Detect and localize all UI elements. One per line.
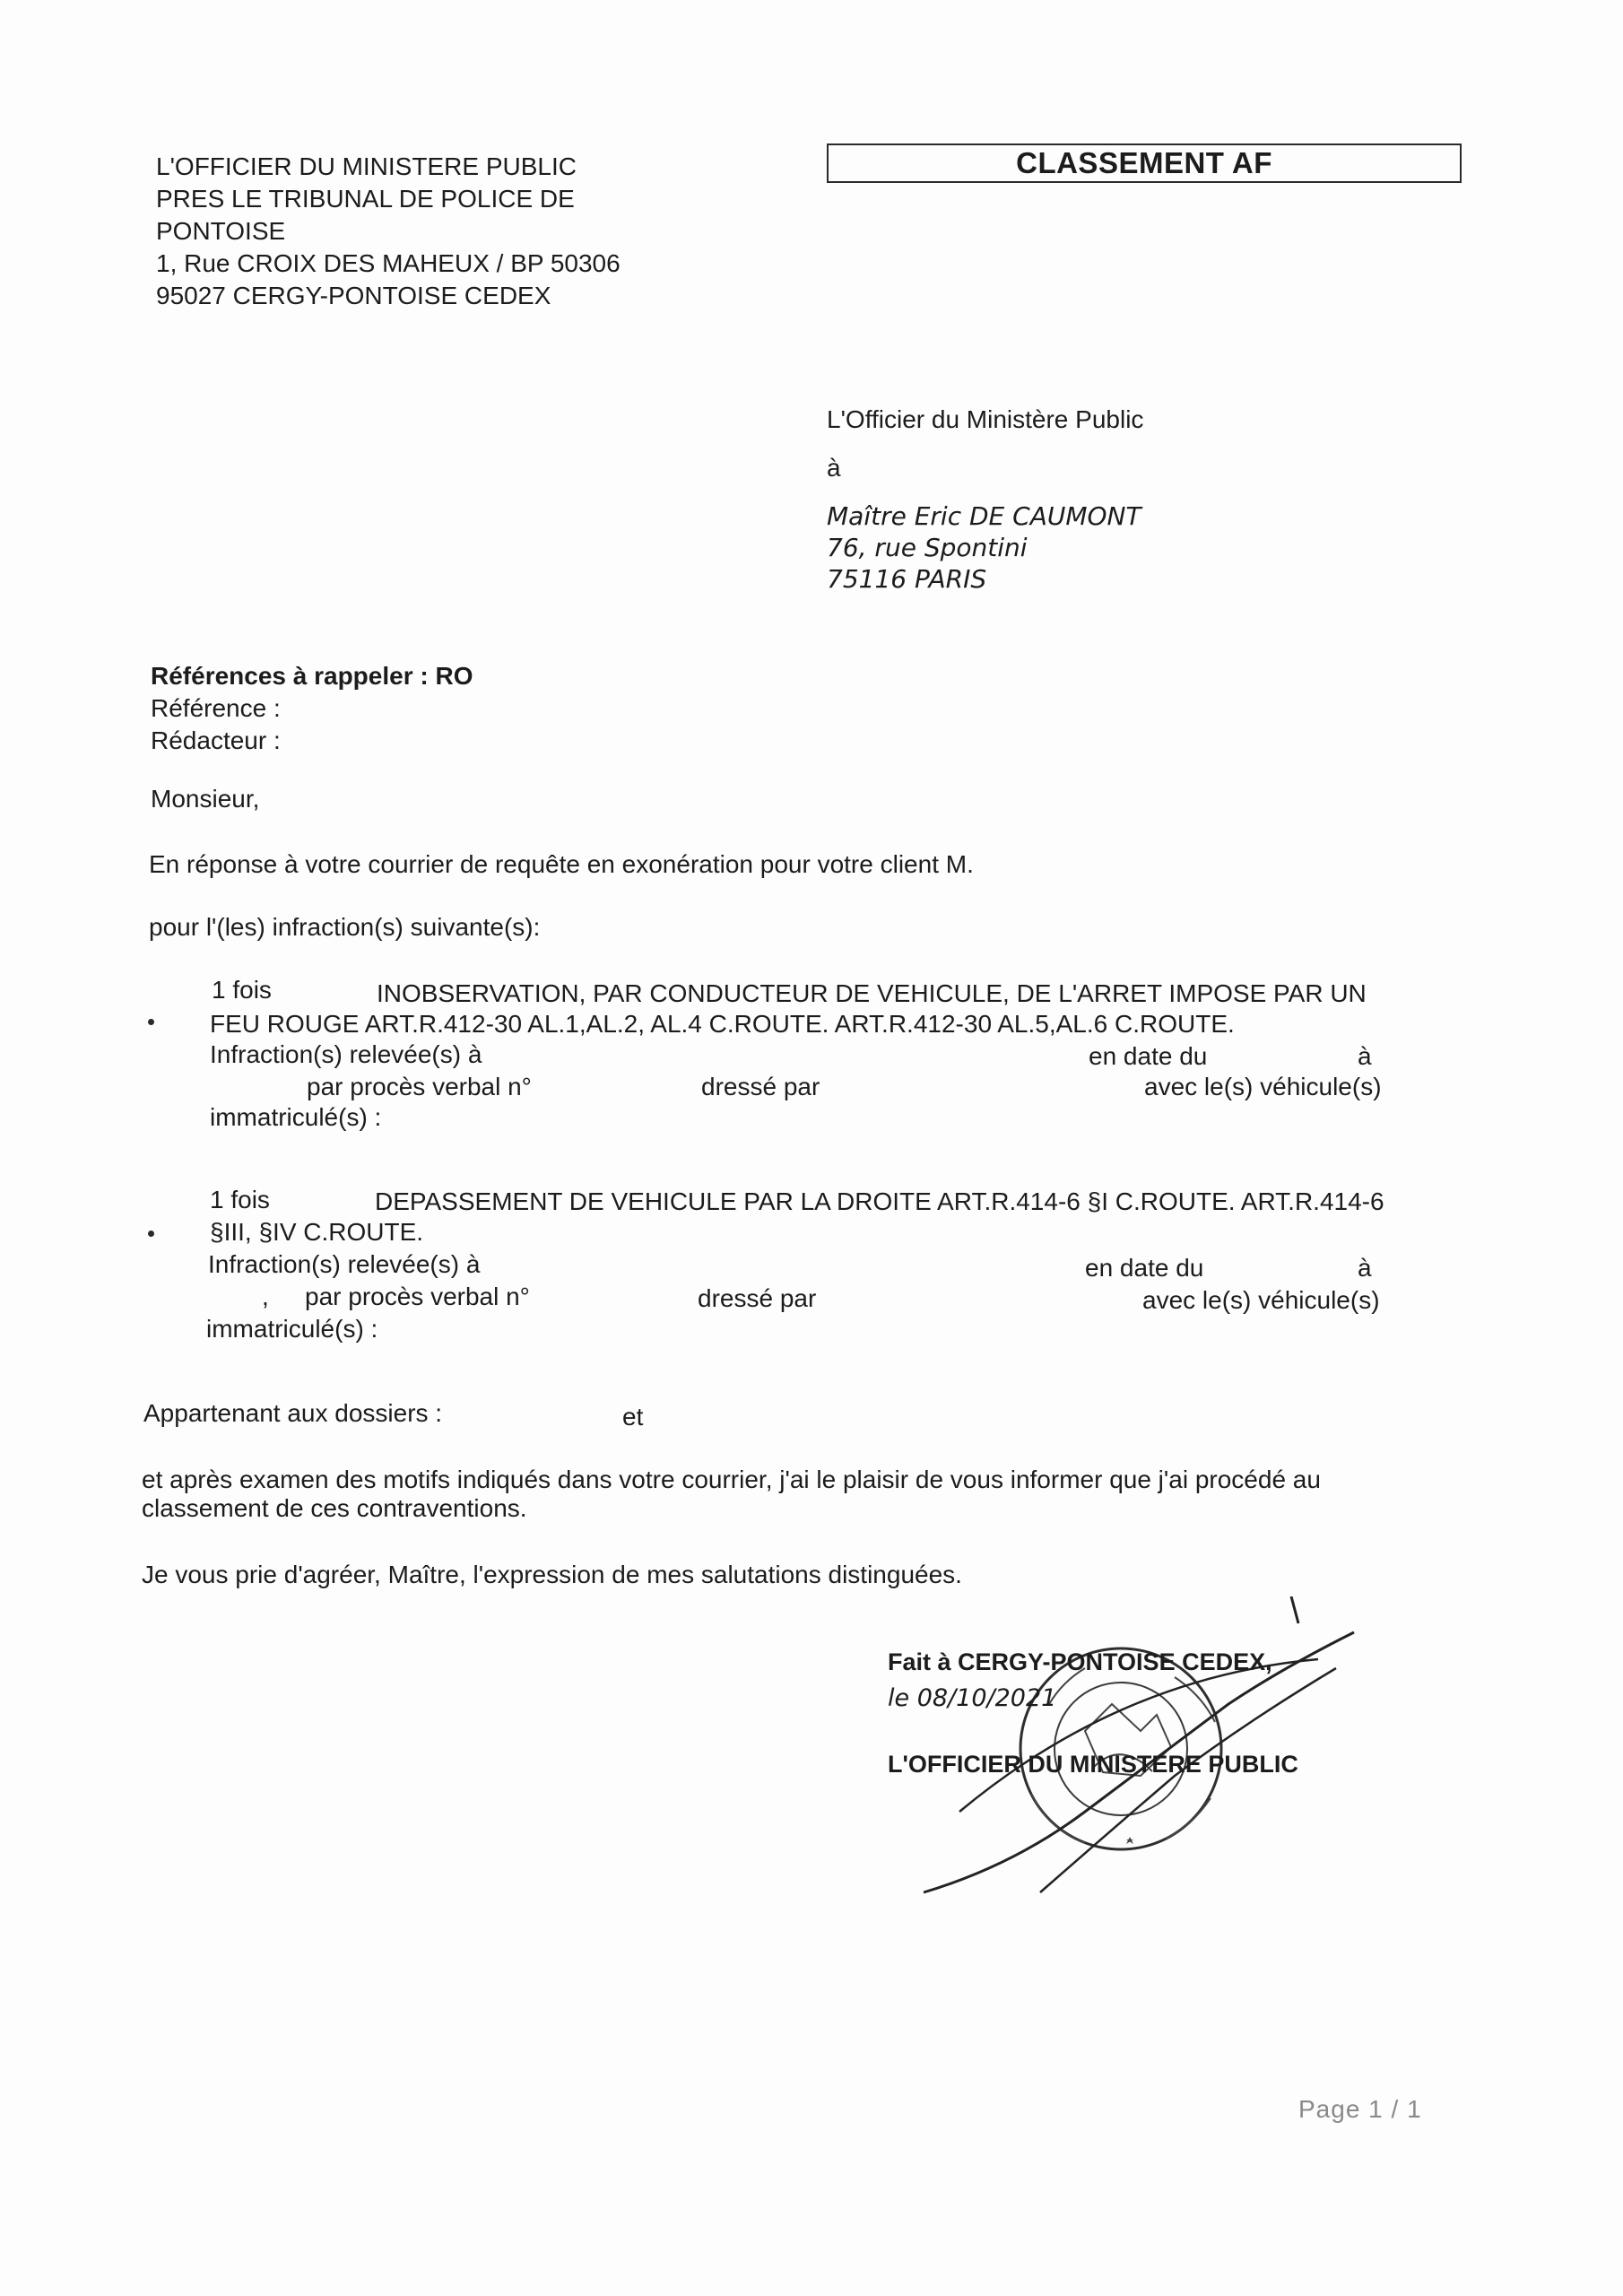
infraction-1-vehicule: avec le(s) véhicule(s) (1144, 1073, 1382, 1100)
references-block (151, 660, 473, 757)
infraction-1-count: 1 fois (212, 976, 272, 1004)
dossiers-et: et (622, 1403, 644, 1431)
infraction-1-pv: par procès verbal n° (307, 1073, 532, 1100)
signature-date: le 08/10/2021 (888, 1684, 1057, 1712)
signature-place: Fait à CERGY-PONTOISE CEDEX, (888, 1648, 1272, 1675)
salutation: Monsieur, (151, 785, 260, 813)
sender-line-5: 95027 CERGY-PONTOISE CEDEX (156, 282, 551, 309)
infraction-2-en-date: en date du (1085, 1254, 1204, 1282)
infraction-1-bullet (148, 1019, 154, 1025)
recipient-city: 75116 PARIS (827, 564, 987, 594)
sender-line-2: PRES LE TRIBUNAL DE POLICE DE (156, 185, 575, 213)
infraction-1-dresse: dressé par (701, 1073, 820, 1100)
recipient-street: 76, rue Spontini (827, 533, 1028, 562)
sender-address (156, 151, 621, 312)
infraction-2-line-2: §III, §IV C.ROUTE. (210, 1218, 424, 1246)
decision-line-2: classement de ces contraventions. (142, 1494, 527, 1522)
reference-label: Référence : (151, 694, 281, 722)
infraction-2-a: à (1358, 1254, 1372, 1282)
infraction-2-comma: , (262, 1283, 269, 1310)
sender-line-3: PONTOISE (156, 217, 286, 245)
page-number: Page 1 / 1 (1298, 2095, 1422, 2123)
closing-line: Je vous prie d'agréer, Maître, l'expression de mes salutations distinguées. (142, 1561, 962, 1588)
intro-line: En réponse à votre courrier de requête en exonération pour votre client M. (149, 850, 974, 878)
infraction-1-line-1: INOBSERVATION, PAR CONDUCTEUR DE VEHICULE, DE L'ARRET IMPOSE PAR UN (377, 979, 1367, 1007)
infraction-1-line-2: FEU ROUGE ART.R.412-30 AL.1,AL.2, AL.4 C.ROUTE. ART.R.412-30 AL.5,AL.6 C.ROUTE. (210, 1010, 1235, 1038)
infraction-2-pv: par procès verbal n° (305, 1283, 530, 1310)
infractions-intro: pour l'(les) infraction(s) suivante(s): (149, 913, 541, 941)
recipient-to: à (827, 454, 841, 482)
decision-line-1: et après examen des motifs indiqués dans votre courrier, j'ai le plaisir de vous informer que j'ai procédé au (142, 1465, 1321, 1493)
infraction-1-a: à (1358, 1042, 1372, 1070)
sender-line-4: 1, Rue CROIX DES MAHEUX / BP 50306 (156, 249, 621, 277)
infraction-1-releve: Infraction(s) relevée(s) à (210, 1040, 482, 1068)
infraction-1-immat: immatriculé(s) : (210, 1103, 382, 1131)
dossiers-label: Appartenant aux dossiers : (143, 1399, 443, 1427)
infraction-2-dresse: dressé par (698, 1284, 817, 1312)
redacteur-label: Rédacteur : (151, 726, 281, 754)
recipient-name: Maître Eric DE CAUMONT (827, 501, 1141, 531)
sender-line-1: L'OFFICIER DU MINISTERE PUBLIC (156, 152, 577, 180)
infraction-2-count: 1 fois (210, 1186, 270, 1213)
infraction-2-vehicule: avec le(s) véhicule(s) (1142, 1286, 1380, 1314)
signature-title: L'OFFICIER DU MINISTERE PUBLIC (888, 1751, 1298, 1778)
infraction-2-line-1: DEPASSEMENT DE VEHICULE PAR LA DROITE ART.R.414-6 §I C.ROUTE. ART.R.414-6 (375, 1187, 1384, 1215)
infraction-2-releve: Infraction(s) relevée(s) à (208, 1250, 481, 1278)
classement-header-box: CLASSEMENT AF (827, 144, 1462, 183)
recipient-from: L'Officier du Ministère Public (827, 405, 1144, 433)
infraction-1-en-date: en date du (1089, 1042, 1208, 1070)
references-recall: Références à rappeler : RO (151, 662, 473, 690)
infraction-2-immat: immatriculé(s) : (206, 1315, 378, 1343)
infraction-2-bullet (148, 1231, 154, 1237)
